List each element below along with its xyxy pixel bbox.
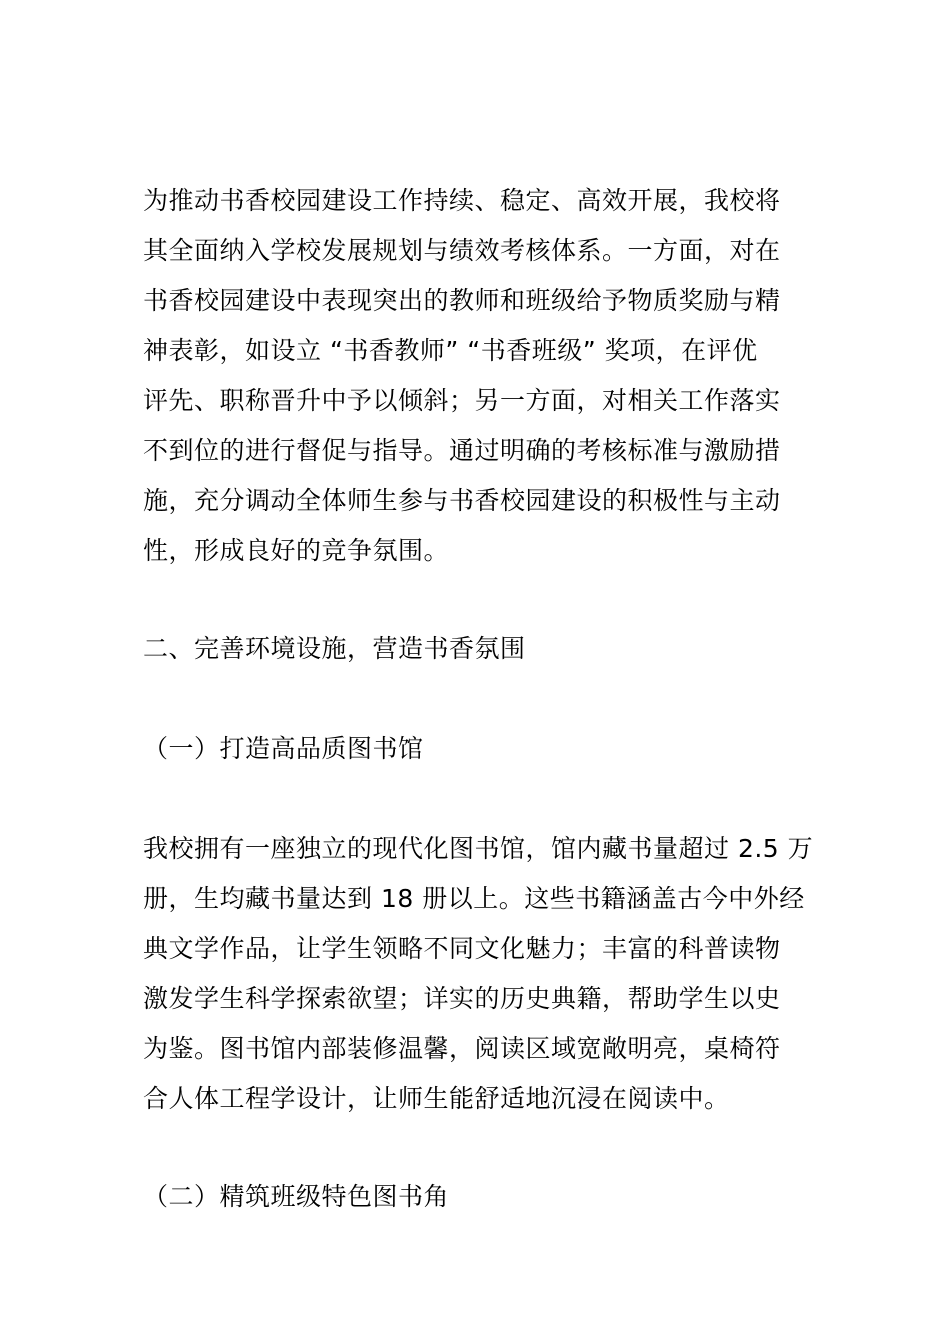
section-heading-text: 二、完善环境设施，营造书香氛围 — [143, 634, 526, 663]
paragraph-line: 合人体工程学设计，让师生能舒适地沉浸在阅读中。 — [143, 1084, 730, 1113]
paragraph-line: 我校拥有一座独立的现代化图书馆，馆内藏书量超过 2.5 万 — [143, 834, 814, 863]
paragraph-line: 性，形成良好的竞争氛围。 — [143, 536, 450, 565]
subsection-heading-text: （二）精筑班级特色图书角 — [143, 1182, 450, 1211]
paragraph-line: 册，生均藏书量达到 18 册以上。这些书籍涵盖古今中外经 — [143, 884, 805, 913]
paragraph-line: 为推动书香校园建设工作持续、稳定、高效开展，我校将 — [143, 186, 781, 215]
paragraph-line: 神表彰，如设立 “书香教师” “书香班级” 奖项，在评优 — [143, 336, 758, 365]
subsection-heading-text: （一）打造高品质图书馆 — [143, 734, 424, 763]
paragraph-line: 激发学生科学探索欲望；详实的历史典籍，帮助学生以史 — [143, 984, 781, 1013]
paragraph-line: 评先、职称晋升中予以倾斜；另一方面，对相关工作落实 — [143, 386, 781, 415]
paragraph-line: 不到位的进行督促与指导。通过明确的考核标准与激励措 — [143, 436, 781, 465]
paragraph-line: 典文学作品，让学生领略不同文化魅力；丰富的科普读物 — [143, 934, 781, 963]
subsection-heading-book-corner — [143, 1172, 809, 1222]
paragraph-line: 为鉴。图书馆内部装修温馨，阅读区域宽敞明亮，桌椅符 — [143, 1034, 781, 1063]
paragraph-library — [143, 824, 814, 1124]
subsection-heading-library — [143, 724, 809, 774]
paragraph-line: 书香校园建设中表现突出的教师和班级给予物质奖励与精 — [143, 286, 781, 315]
paragraph-assessment — [143, 176, 809, 576]
section-heading — [143, 624, 809, 674]
paragraph-line: 施，充分调动全体师生参与书香校园建设的积极性与主动 — [143, 486, 781, 515]
paragraph-line: 其全面纳入学校发展规划与绩效考核体系。一方面，对在 — [143, 236, 781, 265]
